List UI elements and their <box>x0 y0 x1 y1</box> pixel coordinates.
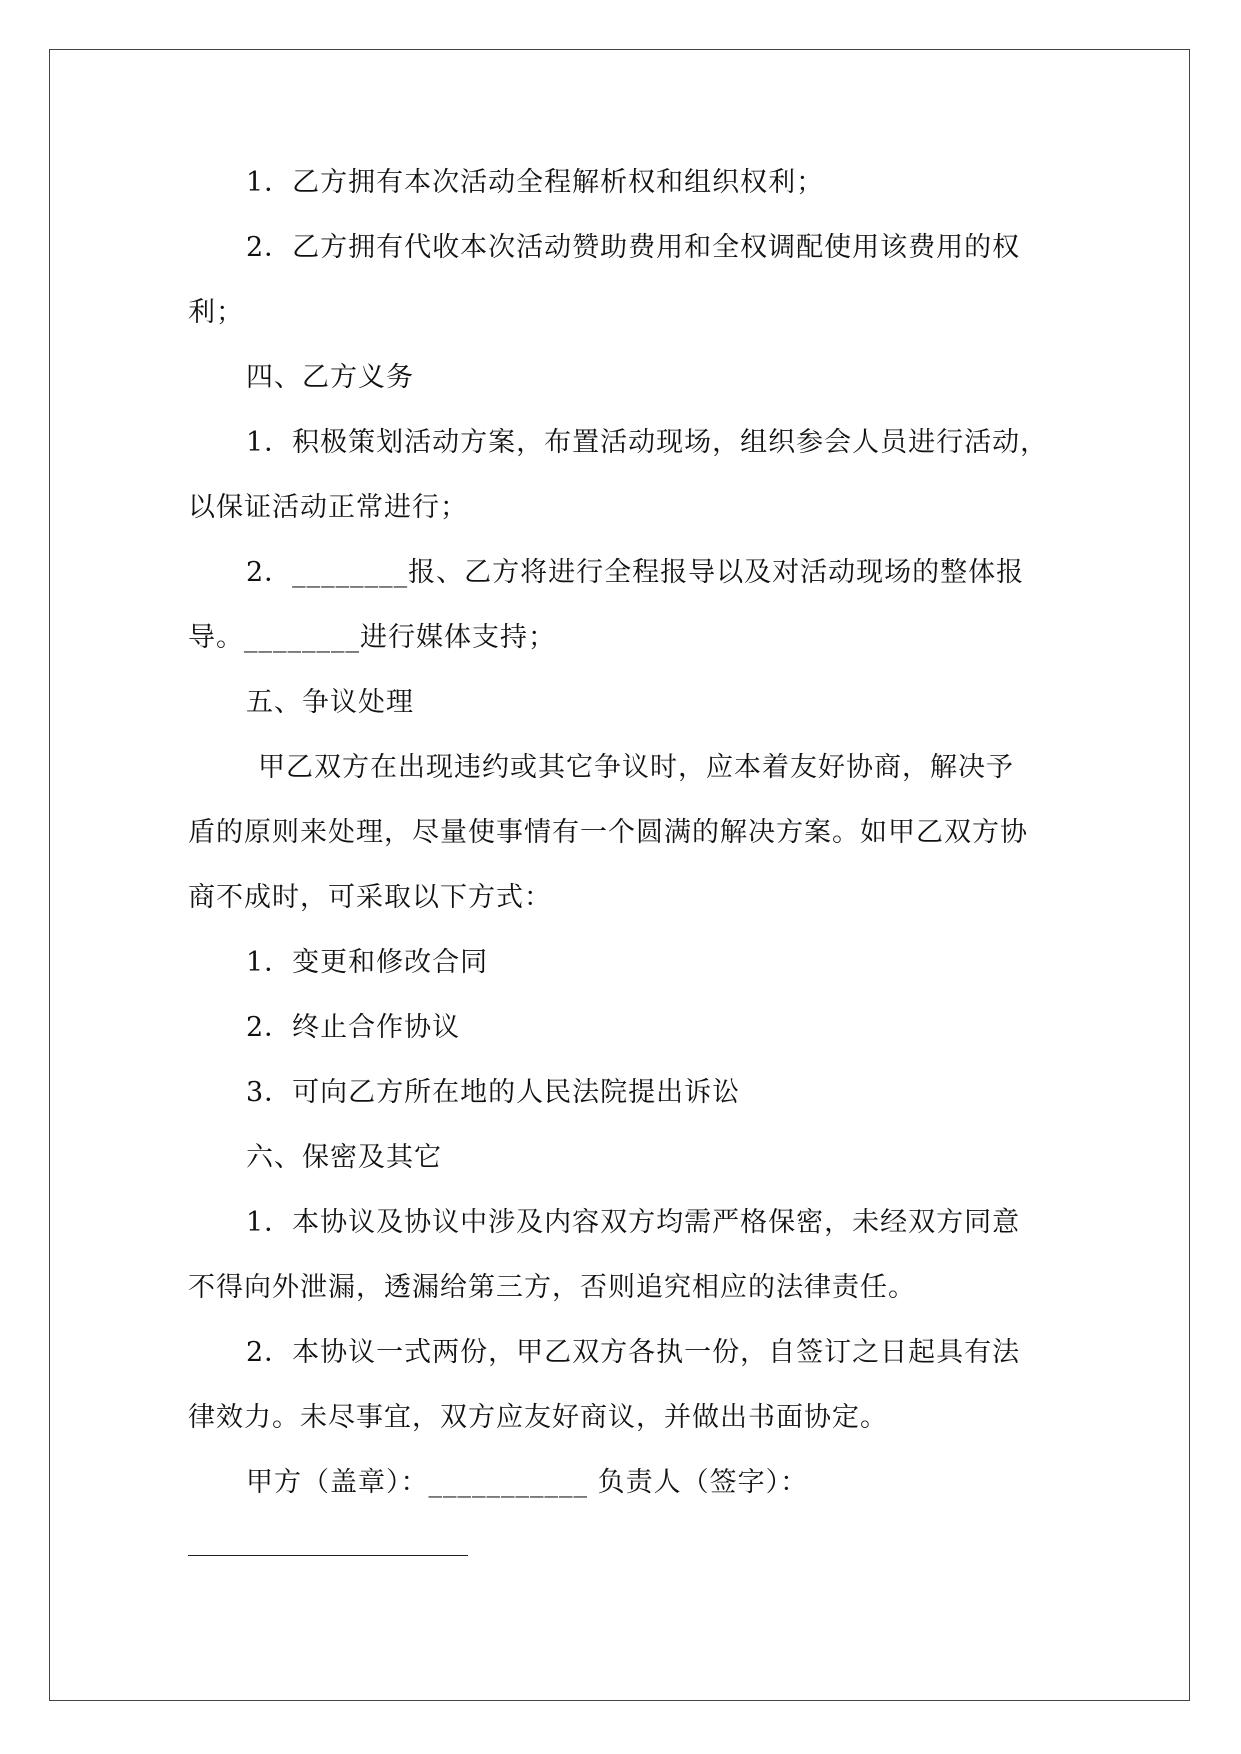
clause-b-obligation-2: 2．________报、乙方将进行全程报导以及对活动现场的整体报 <box>246 557 1025 588</box>
section-heading-confidentiality: 六、保密及其它 <box>246 1142 442 1173</box>
clause-b-obligation-1: 1．积极策划活动方案，布置活动现场，组织参会人员进行活动， <box>246 427 1049 458</box>
dispute-option-2: 2．终止合作协议 <box>246 1012 461 1043</box>
section-heading-dispute: 五、争议处理 <box>246 687 414 718</box>
dispute-option-1: 1．变更和修改合同 <box>246 947 489 978</box>
dispute-paragraph-cont-2: 商不成时，可采取以下方式： <box>188 882 552 913</box>
confidentiality-clause-1-cont: 不得向外泄漏，透漏给第三方，否则追究相应的法律责任。 <box>188 1272 916 1303</box>
signature-line-party-a: 甲方（盖章）：___________ 负责人（签字）： <box>246 1467 809 1498</box>
confidentiality-clause-2-cont: 律效力。未尽事宜，双方应友好商议，并做出书面协定。 <box>188 1402 888 1433</box>
dispute-paragraph-cont-1: 盾的原则来处理，尽量使事情有一个圆满的解决方案。如甲乙双方协 <box>188 817 1028 848</box>
document-body <box>188 150 1058 1556</box>
dispute-paragraph: 甲乙双方在出现违约或其它争议时，应本着友好协商，解决予 <box>258 752 1014 783</box>
signature-blank <box>188 1515 468 1556</box>
clause-b-obligation-2-cont: 导。________进行媒体支持； <box>188 622 556 653</box>
confidentiality-clause-1: 1．本协议及协议中涉及内容双方均需严格保密，未经双方同意 <box>246 1207 1021 1238</box>
clause-b-right-1: 1．乙方拥有本次活动全程解析权和组织权利； <box>246 167 825 198</box>
dispute-option-3: 3．可向乙方所在地的人民法院提出诉讼 <box>246 1077 741 1108</box>
clause-b-right-2: 2．乙方拥有代收本次活动赞助费用和全权调配使用该费用的权 <box>246 232 1021 263</box>
section-heading-b-obligations: 四、乙方义务 <box>246 362 414 393</box>
clause-b-obligation-1-cont: 以保证活动正常进行； <box>188 492 468 523</box>
confidentiality-clause-2: 2．本协议一式两份，甲乙双方各执一份，自签订之日起具有法 <box>246 1337 1021 1368</box>
clause-b-right-2-cont: 利； <box>188 297 244 328</box>
